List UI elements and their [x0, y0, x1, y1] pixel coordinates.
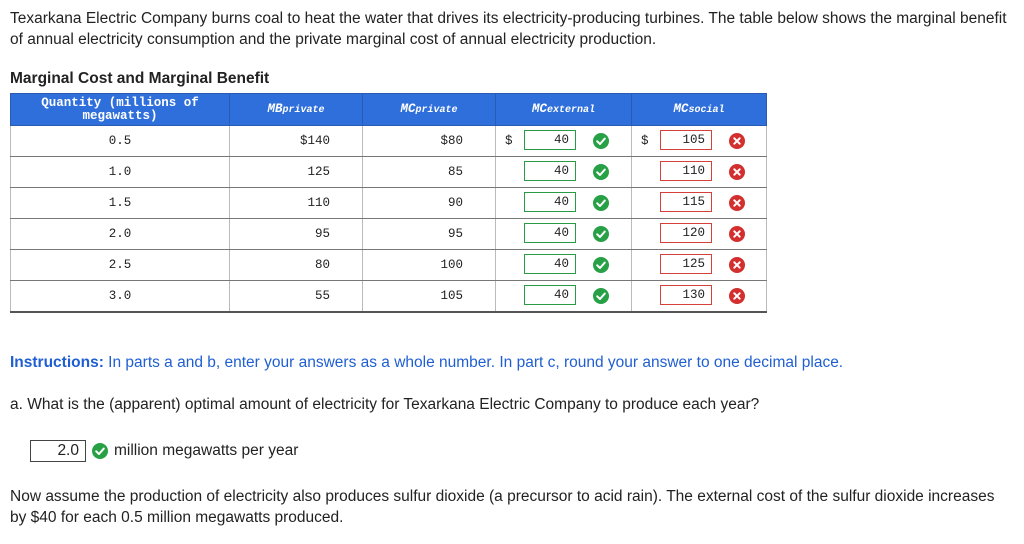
- check-circle-icon: [593, 226, 609, 242]
- cell-quantity: 3.0: [11, 281, 230, 313]
- header-mce-main: MC: [531, 101, 547, 116]
- cell-mcs: [632, 281, 767, 313]
- header-mb-main: MB: [267, 101, 283, 116]
- table-title: Marginal Cost and Marginal Benefit: [10, 70, 270, 87]
- cell-mb-private: 110: [230, 188, 363, 219]
- marginal-table: [10, 93, 767, 313]
- cell-mc-private: 100: [363, 250, 496, 281]
- instructions-label: Instructions:: [10, 354, 104, 371]
- mce-input[interactable]: 40: [524, 130, 576, 150]
- answer-a-unit: million megawatts per year: [114, 442, 299, 459]
- header-quantity: Quantity (millions of megawatts): [11, 94, 230, 126]
- dollar-sign: $: [641, 134, 649, 148]
- x-circle-icon: [729, 226, 745, 242]
- cell-mcs: [632, 250, 767, 281]
- cell-quantity: 2.0: [11, 219, 230, 250]
- table-header-row: [11, 94, 767, 126]
- dollar-sign: $: [505, 134, 513, 148]
- cell-quantity: 2.5: [11, 250, 230, 281]
- cell-mb-private: 55: [230, 281, 363, 313]
- cell-mce: [496, 281, 632, 313]
- check-circle-icon: [593, 288, 609, 304]
- check-circle-icon: [593, 133, 609, 149]
- cell-mb-private: 125: [230, 157, 363, 188]
- cell-mcs: [632, 157, 767, 188]
- header-mc-external: [496, 94, 632, 126]
- sulfur-paragraph: Now assume the production of electricity also produces sulfur dioxide (a precursor to acid rain). The external cost of the sulfur dioxide increases by $40 for each 0.5 million megawatts produced.: [10, 488, 995, 526]
- table-row: [11, 281, 767, 313]
- x-circle-icon: [729, 195, 745, 211]
- x-circle-icon: [729, 133, 745, 149]
- answer-a-input[interactable]: 2.0: [30, 440, 86, 462]
- cell-mc-private: 90: [363, 188, 496, 219]
- cell-mb-private: 80: [230, 250, 363, 281]
- header-mcs-sub: social: [688, 104, 725, 116]
- cell-mc-private: 105: [363, 281, 496, 313]
- cell-mce: [496, 250, 632, 281]
- intro-text: Texarkana Electric Company burns coal to heat the water that drives its electricity-producing turbines. The table below shows the marginal benefit of annual electricity consumption and the private marginal cost of annual electricity production.: [10, 10, 1007, 48]
- x-circle-icon: [729, 164, 745, 180]
- mcs-input[interactable]: 125: [660, 254, 712, 274]
- mcs-input[interactable]: 110: [660, 161, 712, 181]
- header-mcp-main: MC: [400, 101, 416, 116]
- check-circle-icon: [593, 257, 609, 273]
- table-row: [11, 188, 767, 219]
- check-circle-icon: [92, 443, 108, 459]
- mce-input[interactable]: 40: [524, 254, 576, 274]
- cell-mce: [496, 157, 632, 188]
- x-circle-icon: [729, 288, 745, 304]
- header-mcs-main: MC: [673, 101, 689, 116]
- cell-quantity: 0.5: [11, 126, 230, 157]
- answer-a-row: [30, 440, 298, 462]
- table-row: [11, 219, 767, 250]
- header-mce-sub: external: [547, 104, 596, 116]
- mce-input[interactable]: 40: [524, 285, 576, 305]
- cell-quantity: 1.0: [11, 157, 230, 188]
- table-row: [11, 157, 767, 188]
- header-mcp-sub: private: [415, 104, 458, 116]
- cell-mc-private: 95: [363, 219, 496, 250]
- cell-mcs: [632, 188, 767, 219]
- check-circle-icon: [593, 164, 609, 180]
- instructions-text: In parts a and b, enter your answers as a whole number. In part c, round your answer to one decimal place.: [103, 354, 844, 371]
- table-row: [11, 250, 767, 281]
- cell-mce: [496, 219, 632, 250]
- cell-mcs: [632, 219, 767, 250]
- question-a: a. What is the (apparent) optimal amount of electricity for Texarkana Electric Company to produce each year?: [10, 396, 760, 413]
- cell-mc-private: $80: [363, 126, 496, 157]
- header-mc-private: [363, 94, 496, 126]
- mce-input[interactable]: 40: [524, 192, 576, 212]
- x-circle-icon: [729, 257, 745, 273]
- instructions: [10, 354, 843, 372]
- header-mb-sub: private: [282, 104, 325, 116]
- cell-quantity: 1.5: [11, 188, 230, 219]
- table-row: [11, 126, 767, 157]
- header-mc-social: [632, 94, 767, 126]
- mcs-input[interactable]: 120: [660, 223, 712, 243]
- cell-mb-private: $140: [230, 126, 363, 157]
- mcs-input[interactable]: 130: [660, 285, 712, 305]
- cell-mb-private: 95: [230, 219, 363, 250]
- cell-mcs: [632, 126, 767, 157]
- cell-mce: [496, 126, 632, 157]
- mce-input[interactable]: 40: [524, 223, 576, 243]
- mcs-input[interactable]: 105: [660, 130, 712, 150]
- check-circle-icon: [593, 195, 609, 211]
- mcs-input[interactable]: 115: [660, 192, 712, 212]
- mce-input[interactable]: 40: [524, 161, 576, 181]
- header-mb-private: [230, 94, 363, 126]
- cell-mce: [496, 188, 632, 219]
- cell-mc-private: 85: [363, 157, 496, 188]
